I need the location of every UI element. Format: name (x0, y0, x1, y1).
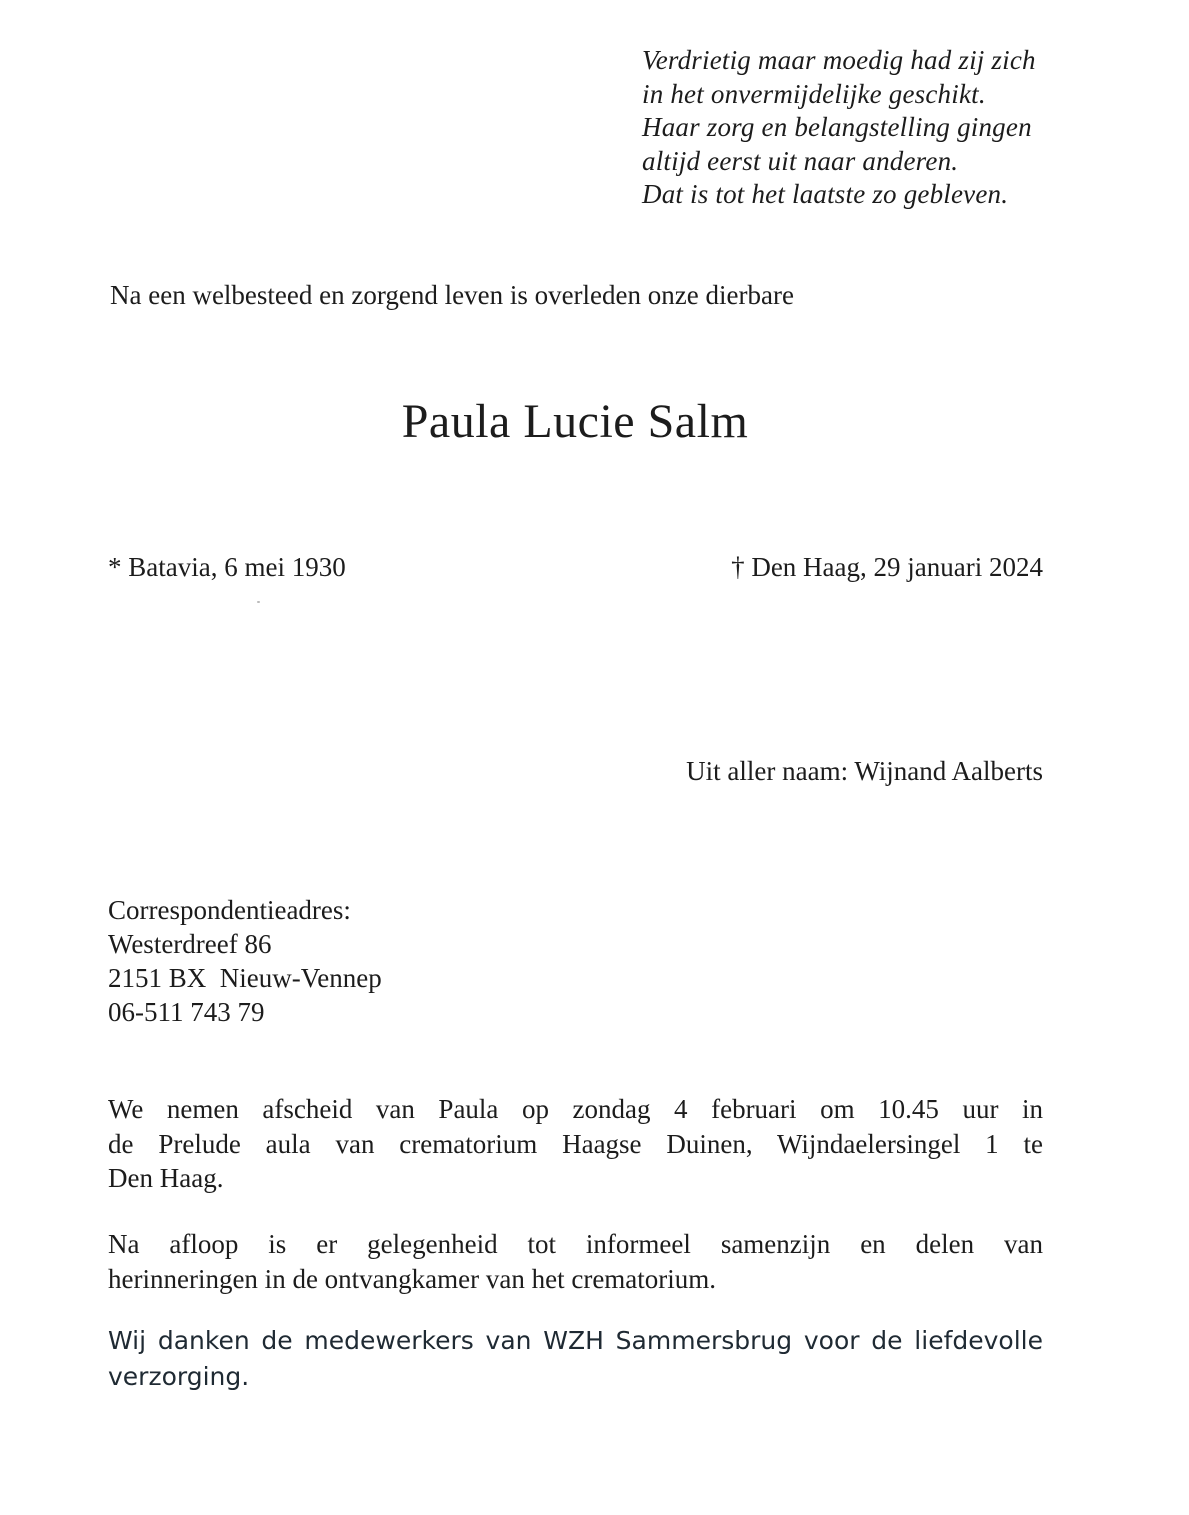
intro-text: Na een welbesteed en zorgend leven is overleden onze dierbare (110, 280, 794, 310)
birth-info: * Batavia, 6 mei 1930 (108, 552, 346, 582)
gathering-paragraph (108, 1227, 1043, 1296)
gathering-line: herinneringen in de ontvangkamer van het crematorium. (108, 1263, 717, 1294)
thanks-line: verzorging. (108, 1362, 250, 1391)
farewell-line: Den Haag. (108, 1163, 224, 1193)
death-info: † Den Haag, 29 januari 2024 (731, 552, 1043, 582)
poem (642, 44, 1082, 212)
farewell-line: de Prelude aula van crematorium Haagse Duinen, Wijndaelersingel 1 te (108, 1128, 1043, 1159)
deceased-name: Paula Lucie Salm (401, 395, 749, 448)
poem-line: Haar zorg en belangstelling gingen (642, 112, 1032, 142)
thanks-line: Wij danken de medewerkers van WZH Sammersbrug voor de liefdevolle (108, 1326, 1043, 1355)
scan-speck (257, 601, 260, 603)
address-phone: 06-511 743 79 (108, 997, 265, 1027)
correspondence-address (108, 893, 382, 1029)
farewell-paragraph (108, 1092, 1043, 1196)
address-city: 2151 BX Nieuw-Vennep (108, 963, 382, 993)
address-street: Westerdreef 86 (108, 929, 272, 959)
signature-line: Uit aller naam: Wijnand Aalberts (686, 756, 1043, 786)
poem-line: altijd eerst uit naar anderen. (642, 145, 959, 176)
gathering-line: Na afloop is er gelegenheid tot informeel samenzijn en delen van (108, 1229, 1043, 1259)
farewell-line: We nemen afscheid van Paula op zondag 4 februari om 10.45 uur in (108, 1094, 1043, 1124)
poem-line: Verdrietig maar moedig had zij zich (642, 45, 1036, 75)
thanks-paragraph (108, 1323, 1043, 1395)
poem-line: Dat is tot het laatste zo gebleven. (642, 179, 1009, 209)
poem-line: in het onvermijdelijke geschikt. (642, 78, 986, 109)
address-label: Correspondentieadres: (108, 895, 351, 925)
